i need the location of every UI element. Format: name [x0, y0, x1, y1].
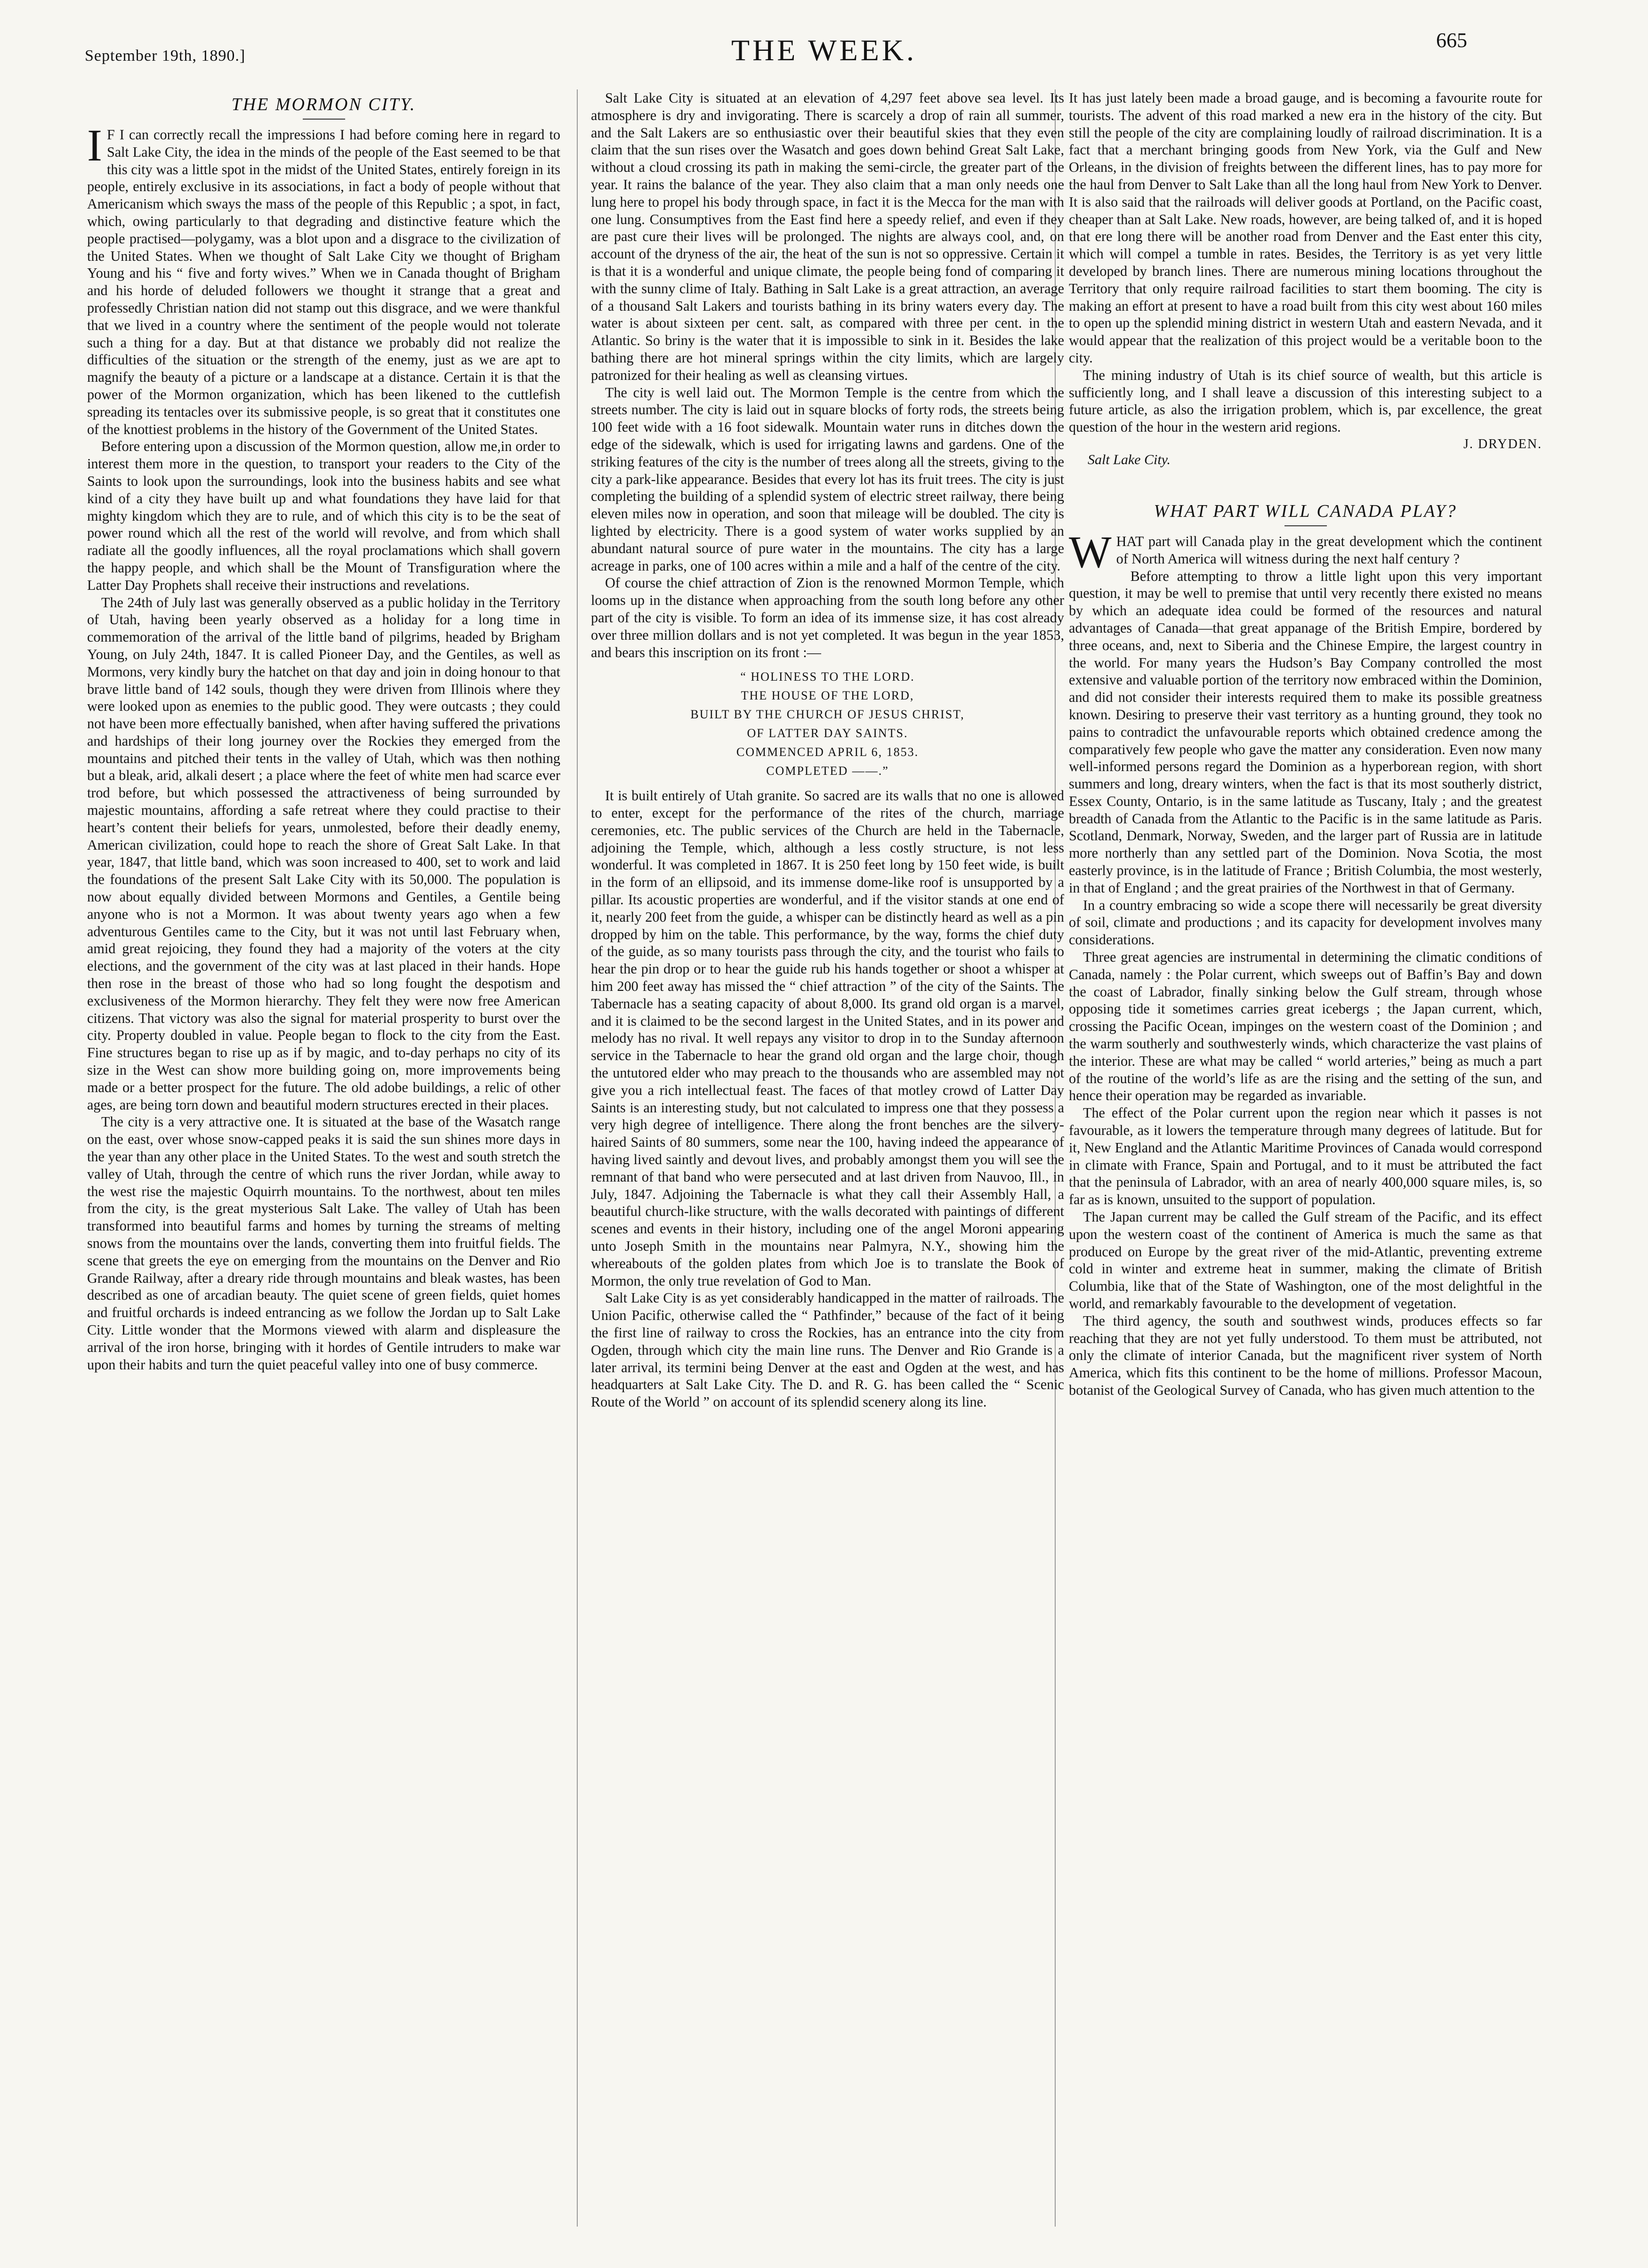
- paragraph: Salt Lake City is situated at an elevation of 4,297 feet above sea level. Its atmosphere is dry and invigorating. There is scarcely a drop of rain all summer, and the Salt Lakers are so enthusiastic over their beautiful skies that they even claim that the sun rises over the Wasatch and goes down behind Great Salt Lake, without a cloud crossing its path in making the semi-circle, the greater part of the year. It rains the balance of the year. They also claim that a man only needs one lung here to propel his body through space, in fact it is the Mecca for the man with one lung. Consumptives from the East find here a speedy relief, and even if they are past cure their lives will be prolonged. The nights are always cool, and, on account of the dryness of the air, the heat of the sun is not so oppressive. Certain it is that it is a wonderful and unique climate, the people being fond of comparing it with the sunny clime of Italy. Bathing in Salt Lake is a great attraction, an average of a thousand Salt Lakers and tourists bathing in its briny waters every day. The water is about sixteen per cent. salt, as compared with three per cent. in the Atlantic. So briny is the water that it is impossible to sink in it. Besides the lake bathing there are hot mineral springs within the city limits, which are largely patronized for their healing as well as cleansing virtues.: [591, 90, 1064, 383]
- page-header: [0, 0, 1648, 71]
- paragraph: The Japan current may be called the Gulf stream of the Pacific, and its effect upon the western coast of the continent of America is much the same as that produced on Europe by the great river of the mid-Atlantic, preventing extreme cold in winter and extreme heat in summer, making the climate of British Columbia, like that of the State of Washington, one of the most delightful in the world, and remarkably favourable to the development of vegetation.: [1069, 1209, 1542, 1311]
- paragraph: It has just lately been made a broad gauge, and is becoming a favourite route for tourists. The advent of this road marked a new era in the history of the city. But still the people of the city are complaining loudly of railroad discrimination. It is a fact that a merchant bringing goods from New York, via the Gulf and New Orleans, in the division of freights between the different lines, has to pay more for the haul from Denver to Salt Lake than all the long haul from New York to Denver. It is also said that the railroads will deliver goods at Portland, on the Pacific coast, cheaper than at Salt Lake. New roads, however, are being talked of, and it is hoped that ere long there will be another road from Denver and the East enter this city, which will compel a tumble in rates. Besides, the Territory is as yet very little developed by branch lines. There are numerous mining locations throughout the Territory that only require railroad facilities to start them booming. The city is making an effort at present to have a road built from this city west about 160 miles to open up the splendid mining district in western Utah and eastern Nevada, and it would appear that the realization of this project would be a veritable boon to the city.: [1069, 90, 1542, 366]
- inscription-line: “ HOLINESS TO THE LORD.: [740, 670, 915, 684]
- column-2: [591, 89, 1064, 2236]
- paragraph: The 24th of July last was generally observed as a public holiday in the Territory of Utah, having been yearly observed as a holiday for a long time in commemoration of the arrival of the little band of pilgrims, headed by Brigham Young, on July 24th, 1847. It is called Pioneer Day, and the Gentiles, as well as Mormons, very kindly bury the hatchet on that day and join in doing honour to that brave little band of 142 souls, though they were driven from Illinois where they were looked upon as enemies to the public good. They were outcasts ; they could not have been more effectually banished, when after having suffered the privations and hardships of their long journey over the Rockies they emerged from the mountains and pitched their tents in the valley of Utah, which was then nothing but a bleak, arid, alkali desert ; a place where the feet of white men had scarce ever trod before, but which possessed the attractiveness of being surrounded by majestic mountains, affording a safe retreat where they could practise to their heart’s content their beliefs for years, unmolested, before their deadly enemy, American civilization, could hope to reach the shore of Great Salt Lake. In that year, 1847, that little band, which was soon increased to 400, set to work and laid the foundations of the present Salt Lake City with its 50,000. The population is now about equally divided between Mormons and Gentiles, a Gentile being anyone who is not a Mormon. It was about twenty years ago when a few adventurous Gentiles came to the City, but it was not until last February when, amid great rejoicing, they found they had a majority of the voters at the city elections, and the government of the city was at last placed in their hands. Hope then rose in the breast of those who had so long fought the despotism and exclusiveness of the Mormon hierarchy. They felt they were now free American citizens. That victory was also the signal for material prosperity to burst over the city. Property doubled in value. People began to flock to the city from the East. Fine structures began to rise up as if by magic, and to-day perhaps no city of its size in the West can show more building going on, more improvements being made or a better prospect for the future. The old adobe buildings, a relic of other ages, are being torn down and beautiful modern structures erected in their places.: [87, 594, 560, 1113]
- inscription-line: COMPLETED ——.”: [766, 764, 889, 778]
- inscription-line: OF LATTER DAY SAINTS.: [747, 726, 908, 740]
- paragraph-text: HAT part will Canada play in the great development which the continent of North America will witness during the next half century ?: [1116, 533, 1542, 567]
- article-title-canada: WHAT PART WILL CANADA PLAY?: [1154, 501, 1457, 521]
- paragraph: Salt Lake City is as yet considerably handicapped in the matter of railroads. The Union Pacific, otherwise called the “ Pathfinder,” because of the fact of it being the first line of railway to cross the Rockies, has an entrance into the city from Ogden, through which city the main line runs. The Denver and Rio Grande is a later arrival, its termini being Denver at the east and Ogden at the west, and has headquarters at Salt Lake City. The D. and R. G. has been called the “ Scenic Route of the World ” on account of its splendid scenery along its line.: [591, 1290, 1064, 1410]
- masthead-title: THE WEEK.: [731, 33, 917, 67]
- article-title-mormon-city: THE MORMON CITY.: [231, 95, 416, 114]
- page-number: 665: [1436, 29, 1467, 52]
- paragraph: The city is a very attractive one. It is situated at the base of the Wasatch range on the east, over whose snow-capped peaks it is said the sun shines more days in the year than any other place in the United States. To the west and south stretch the valley of Utah, through the centre of which runs the river Jordan, while away to the west rise the majestic Oquirrh mountains. To the northwest, about ten miles from the city, is the great mysterious Salt Lake. The valley of Utah has been transformed into beautiful farms and homes by turning the streams of melting snows from the mountains over the lands, converting them into fruitful fields. The scene that greets the eye on emerging from the mountains on the Denver and Rio Grande Railway, after a dreary ride through mountains and bleak wastes, has been described as one of arcadian beauty. The quiet scene of green fields, quiet homes and fruitful orchards is indeed entrancing as we follow the Jordan up to Salt Lake City. Little wonder that the Mormons viewed with alarm and displeasure the arrival of the iron horse, bringing with it hordes of Gentile intruders to make war upon their habits and turn the quiet peaceful valley into one of busy commerce.: [87, 1114, 560, 1373]
- paragraph: [1069, 526, 1542, 577]
- paragraph: Of course the chief attraction of Zion is the renowned Mormon Temple, which looms up in the distance when approaching from the south long before any other part of the city is visible. To form an idea of its immense size, it has cost already over three million dollars and is not yet completed. It was begun in the year 1853, and bears this inscription on its front :—: [591, 575, 1064, 660]
- inscription-line: BUILT BY THE CHURCH OF JESUS CHRIST,: [690, 708, 965, 722]
- author-signature: J. DRYDEN.: [1463, 436, 1542, 451]
- column-3: [1069, 89, 1542, 2236]
- temple-inscription: [591, 668, 1064, 780]
- inscription-line: COMMENCED APRIL 6, 1853.: [736, 745, 919, 759]
- paragraph: Three great agencies are instrumental in determining the climatic conditions of Canada, namely : the Polar current, which sweeps out of Baffin’s Bay and down the coast of Labrador, finally sinking below the Gulf stream, through whose opposing tide it sometimes carries great icebergs ; the Japan current, which, crossing the Pacific Ocean, impinges on the western coast of the Dominion ; and the warm southerly and southwesterly winds, which characterize the vast plains of the interior. These are what may be called “ world arteries,” being as much a part of the routine of the world’s life as are the rising and the setting of the sun, and hence their operation may be regarded as invariable.: [1069, 949, 1542, 1104]
- drop-cap: W: [1069, 526, 1112, 577]
- paragraph: The effect of the Polar current upon the region near which it passes is not favourable, as it lowers the temperature through many degrees of latitude. But for it, New England and the Atlantic Maritime Provinces of Canada would correspond in climate with France, Spain and Portugal, and to it must be attributed the fact that the peninsula of Labrador, with an area of nearly 400,000 square miles, is, so far as is known, unsuited to the support of population.: [1069, 1105, 1542, 1208]
- drop-cap: I: [87, 120, 102, 170]
- title-rule: [1284, 525, 1327, 526]
- dateline-place: Salt Lake City.: [1088, 451, 1171, 467]
- column-divider: [577, 89, 578, 2227]
- paragraph: The city is well laid out. The Mormon Temple is the centre from which the streets number. The city is laid out in square blocks of forty rods, the streets being 100 feet wide with a 16 foot sidewalk. Mountain water runs in ditches down the edge of the sidewalk, which is used for irrigating lawns and gardens. One of the striking features of the city is the number of trees along all the streets, giving to the city a park-like appearance. Besides that every lot has its fruit trees. The city is just completing the building of a splendid system of electric street railway, there being eleven miles now in operation, and soon that mileage will be doubled. The city is lighted by electricity. There is a good system of water works supplied by an abundant natural source of pure water in the mountains. The city has a large acreage in parks, one of 100 acres within a mile and a half of the centre of the city.: [591, 384, 1064, 574]
- paragraph: [87, 120, 560, 438]
- paragraph: The mining industry of Utah is its chief source of wealth, but this article is sufficiently long, and I shall leave a discussion of this interesting subject to a future article, as also the irrigation problem, which is, par excellence, the great question of the hour in the western arid regions.: [1069, 367, 1542, 435]
- paragraph-text: F I can correctly recall the impressions I had before coming here in regard to Salt Lake City, the idea in the minds of the people of the East seemed to be that this city was a little spot in the midst of the United States, entirely foreign in its people, entirely exclusive in its associations, in fact a body of people without that Americanism which sways the mass of the people of this Republic ; a spot, in fact, which, owing particularly to that degrading and distinctive feature which the people practised—polygamy, was a blot upon and a disgrace to the civilization of the United States. When we thought of Salt Lake City we thought of Brigham Young and his “ five and forty wives.” When we in Canada thought of Brigham and his horde of deluded followers we thought it strange that a great and professedly Christian nation did not stamp out this disgrace, and we were thankful that we lived in a country where the sentiment of the people would not tolerate such a thing for a day. But at that distance we probably did not realize the difficulties of the situation or the strength of the enemy, just as we are apt to magnify the beauty of a picture or a landscape at a distance. Certain it is that the power of the Mormon organization, which has been likened to the cuttlefish spreading its tentacles over its submissive people, is so great that it constitutes one of the knottiest problems in the history of the Government of the United States.: [87, 127, 560, 437]
- title-rule: [303, 119, 345, 120]
- paragraph: It is built entirely of Utah granite. So sacred are its walls that no one is allowed to enter, except for the performance of the rites of the church, marriage ceremonies, etc. The public services of the Church are held in the Tabernacle, adjoining the Temple, which, although a less costly structure, is not less wonderful. It was completed in 1867. It is 250 feet long by 150 feet wide, is built in the form of an ellipsoid, and its immense dome-like roof is unsupported by a pillar. Its acoustic properties are wonderful, and if the visitor stands at one end of it, nearly 200 feet from the guide, a whisper can be distinctly heard as well as a pin dropped by him on the table. This performance, by the way, forms the chief duty of the guide, as so many tourists pass through the city, and the tourist who fails to hear the pin drop or to hear the guide rub his hands together or shoot a whisper at him 200 feet away has missed the “ chief attraction ” of the city of the Saints. The Tabernacle has a seating capacity of about 8,000. Its grand old organ is a marvel, and it is claimed to be the second largest in the United States, and in its power and melody has no rival. It well repays any visitor to drop in to the Sunday afternoon service in the Tabernacle to hear the grand old organ and the large choir, though the untutored elder who may preach to the thousands who are assembled may not give you a rich intellectual feast. The faces of that motley crowd of Latter Day Saints is an interesting study, but not calculated to impress one that they possess a very high degree of intelligence. There along the front benches are the silvery-haired Saints of 80 summers, some near the 100, having indeed the appearance of having lived saintly and devout lives, and probably amongst them you will see the remnant of that band who were persecuted and at last driven from Nauvoo, Ill., in July, 1847. Adjoining the Tabernacle is what they call their Assembly Hall, a beautiful church-like structure, with the walls decorated with paintings of different scenes and events in their history, including one of the angel Moroni appearing unto Joseph Smith in the mountains near Palmyra, N.Y., showing him the whereabouts of the golden plates from which Joe is to translate the Book of Mormon, the only true revelation of God to Man.: [591, 788, 1064, 1289]
- paragraph: In a country embracing so wide a scope there will necessarily be great diversity of soil, climate and productions ; and its capacity for development involves many considerations.: [1069, 897, 1542, 948]
- column-1: [87, 89, 560, 2236]
- inscription-line: THE HOUSE OF THE LORD,: [741, 689, 914, 703]
- paragraph: The third agency, the south and southwest winds, produces effects so far reaching that they are not yet fully understood. To them must be attributed, not only the climate of interior Canada, but the magnificent river system of North America, which fits this continent to be the home of millions. Professor Macoun, botanist of the Geological Survey of Canada, who has given much attention to the: [1069, 1312, 1542, 1398]
- issue-date: September 19th, 1890.]: [85, 47, 246, 64]
- paragraph: Before entering upon a discussion of the Mormon question, allow me,in order to interest them more in the question, to transport your readers to the City of the Saints to look upon the surroundings, look into the business habits and see what kind of a city they have built up and what foundations they have laid for that mighty kingdom which they are to rule, and of which this city is to be the seat of power round which all the rest of the world will revolve, and from which shall radiate all the goodly influences, all the royal proclamations which shall govern the happy people, and which shall be the Mount of Transfiguration where the Latter Day Prophets shall receive their instructions and revelations.: [87, 438, 560, 593]
- paragraph: Before attempting to throw a little light upon this very important question, it may be well to premise that until very recently there existed no means by which an adequate idea could be formed of the resources and natural advantages of Canada—that great appanage of the British Empire, bordered by three oceans, and, next to Siberia and the Chinese Empire, the largest country in the world. For many years the Hudson’s Bay Company controlled the most extensive and valuable portion of the territory now embraced within the Dominion, and did not consider their interests required them to make its possible greatness known. Desiring to preserve their vast territory as a hunting ground, they took no pains to contradict the unfavourable reports which obtained credence among the comparatively few people who gave the matter any consideration. Even now many well-informed persons regard the Dominion as a hyperborean region, with short summers and long, dreary winters, when the fact is that its most southerly district, Essex County, Ontario, is in the same latitude as Tuscany, Italy ; and the greatest breadth of Canada from the Atlantic to the Pacific is in the same latitude as Paris. Scotland, Denmark, Norway, Sweden, and the larger part of Russia are in latitude more northerly than any settled part of the Dominion. Nova Scotia, the most easterly province, is in the latitude of France ; British Columbia, the most westerly, in that of England ; and the great prairies of the Northwest in that of Germany.: [1069, 568, 1542, 896]
